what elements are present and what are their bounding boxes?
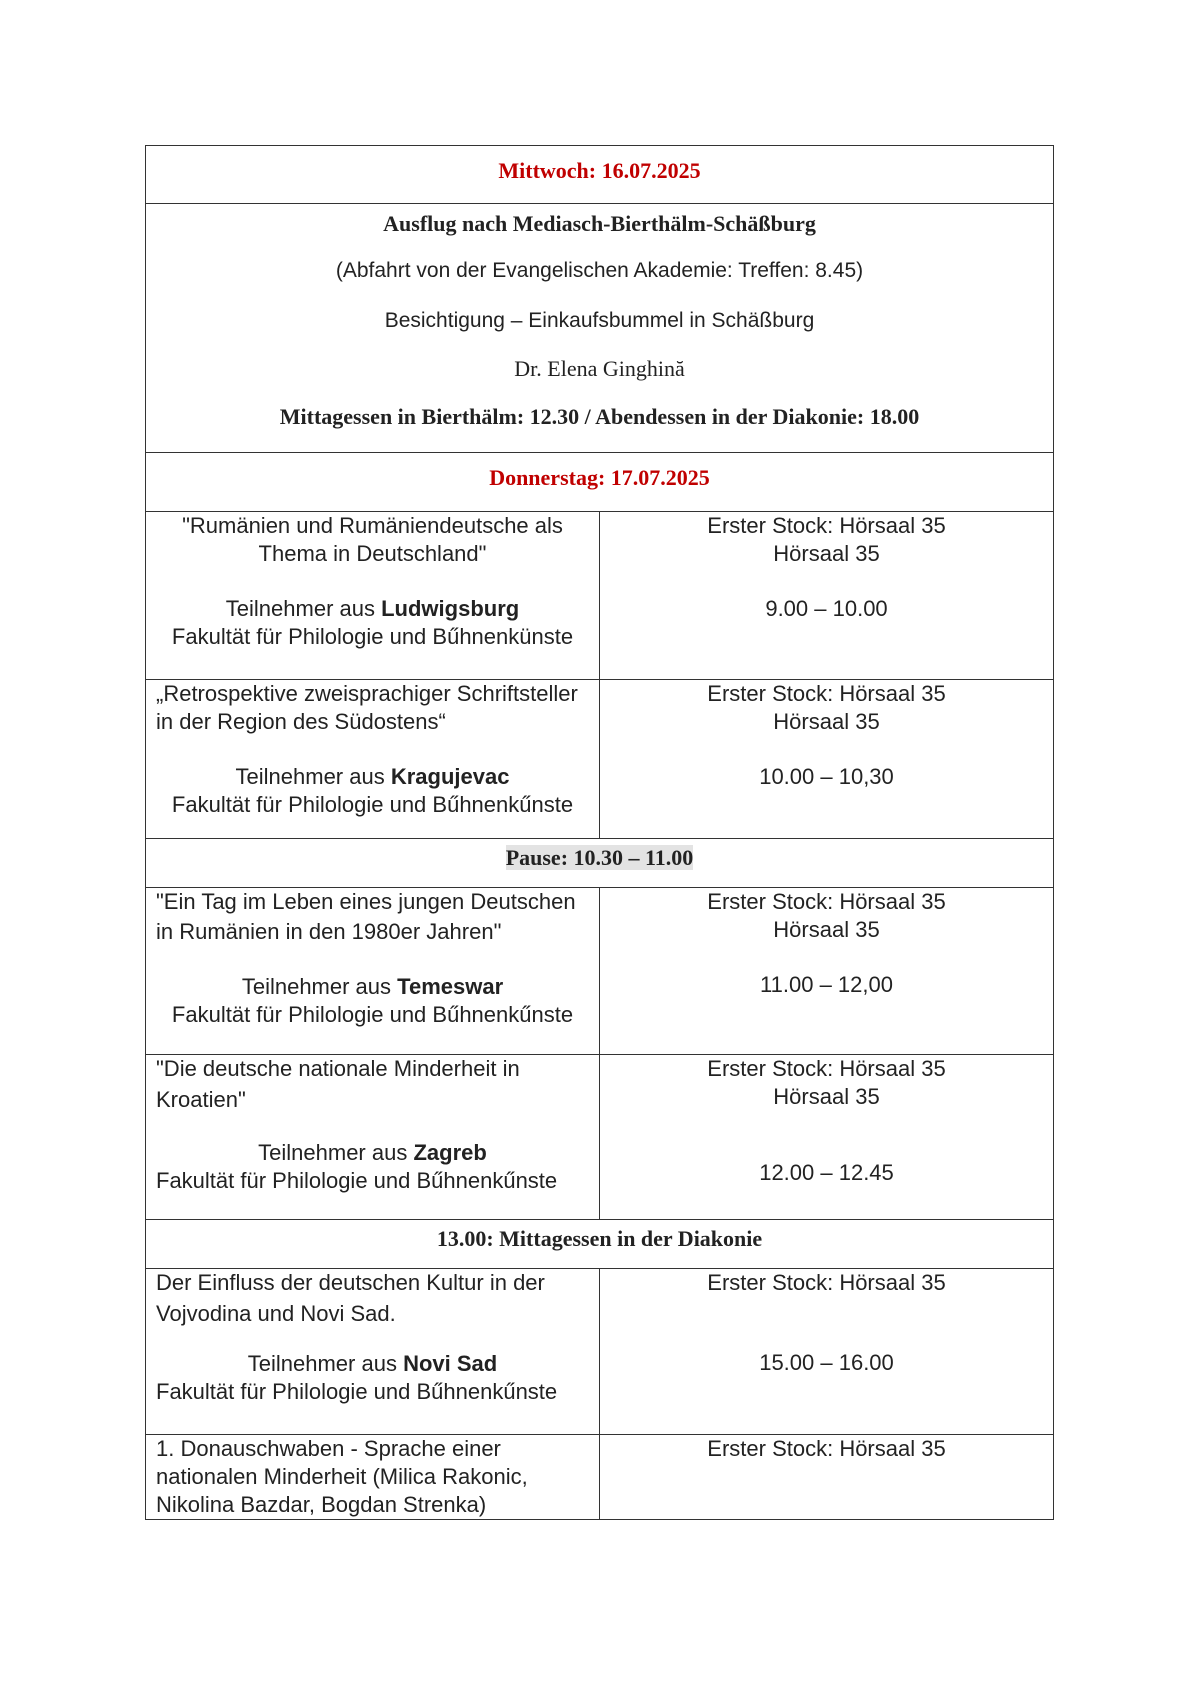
session-location-cell — [600, 1435, 1054, 1520]
session-participant: Teilnehmer aus Zagreb — [258, 1140, 487, 1165]
session-location-cell — [600, 1055, 1054, 1220]
day-title-wednesday: Mittwoch: 16.07.2025 — [146, 146, 1054, 204]
session-time: 12.00 – 12.45 — [759, 1160, 894, 1185]
session-time: 10.00 – 10,30 — [759, 764, 894, 789]
session-time: 11.00 – 12,00 — [760, 972, 893, 997]
excursion-cell — [146, 204, 1054, 453]
session-title-line: "Rumänien und Rumäniendeutsche als — [182, 513, 563, 538]
participant-city: Zagreb — [413, 1140, 487, 1165]
session-room: Hörsaal 35 — [773, 541, 880, 566]
day-header-row — [146, 453, 1054, 512]
session-info-cell — [146, 512, 600, 680]
excursion-meals: Mittagessen in Bierthälm: 12.30 / Abendessen in der Diakonie: 18.00 — [279, 404, 920, 429]
session-room: Hörsaal 35 — [773, 1084, 880, 1109]
session-title-line: in Rumänien in den 1980er Jahren" — [156, 919, 502, 944]
session-location-cell — [600, 888, 1054, 1055]
session-row — [146, 1269, 1054, 1435]
session-location: Erster Stock: Hörsaal 35 — [707, 513, 946, 538]
session-participant: Teilnehmer aus Ludwigsburg — [225, 596, 520, 621]
schedule-table — [145, 145, 1054, 1520]
lunch-row — [146, 1220, 1054, 1269]
session-title-line: 1. Donauschwaben - Sprache einer — [156, 1436, 501, 1461]
session-location: Erster Stock: Hörsaal 35 — [707, 681, 946, 706]
session-faculty: Fakultät für Philologie und Bűhnenkűnste — [156, 1379, 558, 1404]
excursion-departure: (Abfahrt von der Evangelischen Akademie: Treffen: 8.45) — [335, 259, 864, 282]
session-info-cell — [146, 1435, 600, 1520]
session-info-cell — [146, 1269, 600, 1435]
day-header-row — [146, 146, 1054, 204]
session-faculty: Fakultät für Philologie und Bűhnenkűnste — [171, 792, 574, 817]
session-title-line: Kroatien" — [156, 1087, 246, 1112]
session-faculty: Fakultät für Philologie und Bűhnenkűnste — [171, 1002, 574, 1027]
excursion-title: Ausflug nach Mediasch-Bierthälm-Schäßburg — [383, 211, 816, 236]
session-title-line: in der Region des Südostens“ — [156, 709, 446, 734]
session-row — [146, 888, 1054, 1055]
session-location-cell — [600, 512, 1054, 680]
session-title-line: Nikolina Bazdar, Bogdan Strenka) — [156, 1492, 487, 1517]
session-title-line: Der Einfluss der deutschen Kultur in der — [156, 1270, 545, 1295]
session-row — [146, 1055, 1054, 1220]
excursion-row — [146, 204, 1054, 453]
session-location: Erster Stock: Hörsaal 35 — [707, 1056, 946, 1081]
session-room: Hörsaal 35 — [773, 709, 880, 734]
session-time: 15.00 – 16.00 — [759, 1350, 894, 1375]
session-title-line: "Die deutsche nationale Minderheit in — [156, 1056, 520, 1081]
session-title-line: „Retrospektive zweisprachiger Schriftsteller — [156, 681, 578, 706]
session-time: 9.00 – 10.00 — [765, 596, 888, 621]
session-participant: Teilnehmer aus Novi Sad — [247, 1351, 498, 1376]
excursion-activity: Besichtigung – Einkaufsbummel in Schäßburg — [384, 309, 815, 332]
day-title-thursday: Donnerstag: 17.07.2025 — [146, 453, 1054, 512]
session-title-line: Vojvodina und Novi Sad. — [156, 1301, 396, 1326]
session-location: Erster Stock: Hörsaal 35 — [707, 1436, 946, 1461]
pause-label: Pause: 10.30 – 11.00 — [505, 845, 694, 870]
session-title-line: nationalen Minderheit (Milica Rakonic, — [156, 1464, 528, 1489]
lunch-label: 13.00: Mittagessen in der Diakonie — [146, 1220, 1054, 1269]
session-participant: Teilnehmer aus Temeswar — [241, 974, 504, 999]
session-title-line: "Ein Tag im Leben eines jungen Deutschen — [156, 889, 576, 914]
session-info-cell — [146, 1055, 600, 1220]
session-participant: Teilnehmer aus Kragujevac — [235, 764, 510, 789]
participant-city: Kragujevac — [390, 764, 510, 789]
session-row — [146, 680, 1054, 839]
session-info-cell — [146, 680, 600, 839]
participant-city: Novi Sad — [403, 1351, 498, 1376]
participant-city: Ludwigsburg — [381, 596, 520, 621]
session-title-line: Thema in Deutschland" — [258, 541, 487, 566]
session-location: Erster Stock: Hörsaal 35 — [707, 1270, 946, 1295]
session-info-cell — [146, 888, 600, 1055]
pause-row — [146, 839, 1054, 888]
session-room: Hörsaal 35 — [773, 917, 880, 942]
session-row — [146, 1435, 1054, 1520]
pause-cell — [146, 839, 1054, 888]
participant-city: Temeswar — [397, 974, 504, 999]
session-faculty: Fakultät für Philologie und Bűhnenkűnste — [156, 1168, 558, 1193]
session-faculty: Fakultät für Philologie und Bűhnenkünste — [171, 624, 574, 649]
session-location: Erster Stock: Hörsaal 35 — [707, 889, 946, 914]
session-row — [146, 512, 1054, 680]
excursion-guide: Dr. Elena Ginghină — [514, 356, 685, 381]
session-location-cell — [600, 680, 1054, 839]
session-location-cell — [600, 1269, 1054, 1435]
